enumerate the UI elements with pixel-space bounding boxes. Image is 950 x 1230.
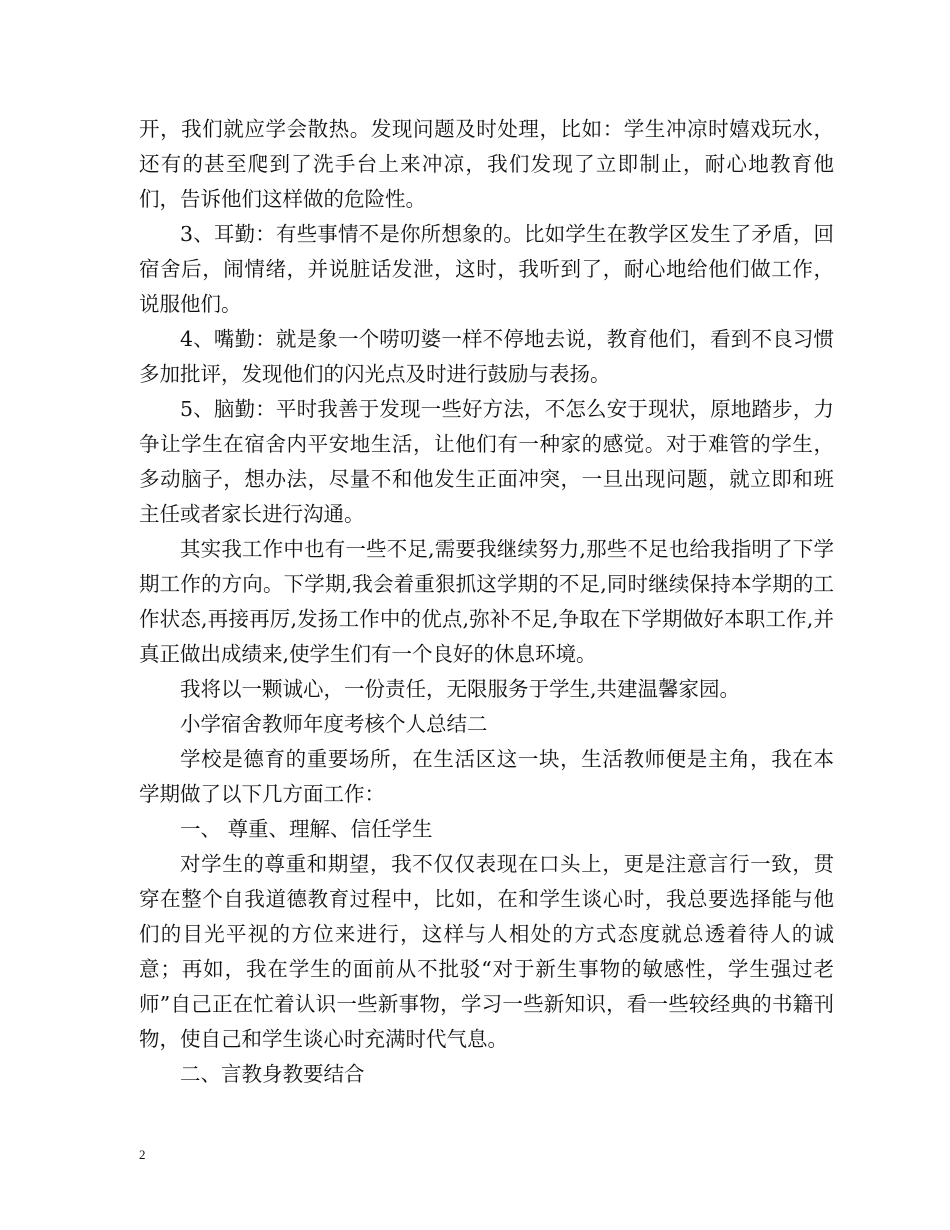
section-title: 小学宿舍教师年度考核个人总结二 bbox=[180, 712, 488, 736]
paragraph-1: 开，我们就应学会散热。发现问题及时处理，比如：学生冲凉时嬉戏玩水，还有的甚至爬到了洗手台上来冲凉，我们发现了立即制止，耐心地教育他们，告诉他们这样做的危险性。 bbox=[139, 117, 834, 211]
paragraph-7: 学校是德育的重要场所，在生活区这一块，生活教师便是主角，我在本学期做了以下几方面工作： bbox=[139, 747, 834, 806]
subheading-1: 一、 尊重、理解、信任学生 bbox=[180, 817, 433, 841]
paragraph-3: 4、嘴勤：就是象一个唠叨婆一样不停地去说，教育他们，看到不良习惯多加批评，发现他们的闪光点及时进行鼓励与表扬。 bbox=[139, 327, 834, 386]
paragraph-5: 其实我工作中也有一些不足,需要我继续努力,那些不足也给我指明了下学期工作的方向。下学期,我会着重狠抓这学期的不足,同时继续保持本学期的工作状态,再接再厉,发扬工作中的优点,弥补不足,争取在下学期做好本职工作,并真正做出成绩来,使学生们有一个良好的休息环境。 bbox=[139, 537, 834, 666]
page-number: 2 bbox=[139, 1147, 146, 1162]
paragraph-4: 5、脑勤：平时我善于发现一些好方法，不怎么安于现状，原地踏步，力争让学生在宿舍内平安地生活，让他们有一种家的感觉。对于难管的学生，多动脑子，想办法，尽量不和他发生正面冲突，一旦出现问题，就立即和班主任或者家长进行沟通。 bbox=[139, 397, 834, 526]
paragraph-2: 3、耳勤：有些事情不是你所想象的。比如学生在教学区发生了矛盾，回宿舍后，闹情绪，并说脏话发泄，这时，我听到了，耐心地给他们做工作，说服他们。 bbox=[139, 222, 834, 316]
paragraph-8: 对学生的尊重和期望，我不仅仅表现在口头上，更是注意言行一致，贯穿在整个自我道德教育过程中，比如，在和学生谈心时，我总要选择能与他们的目光平视的方位来进行，这样与人相处的方式态度就总透着待人的诚意；再如，我在学生的面前从不批驳“对于新生事物的敏感性，学生强过老师”自己正在忙着认识一些新事物，学习一些新知识，看一些较经典的书籍刊物，使自己和学生谈心时充满时代气息。 bbox=[139, 852, 834, 1051]
subheading-2: 二、言教身教要结合 bbox=[180, 1062, 365, 1086]
paragraph-6: 我将以一颗诚心，一份责任，无限服务于学生,共建温馨家园。 bbox=[180, 677, 741, 701]
document-body bbox=[139, 112, 834, 1092]
